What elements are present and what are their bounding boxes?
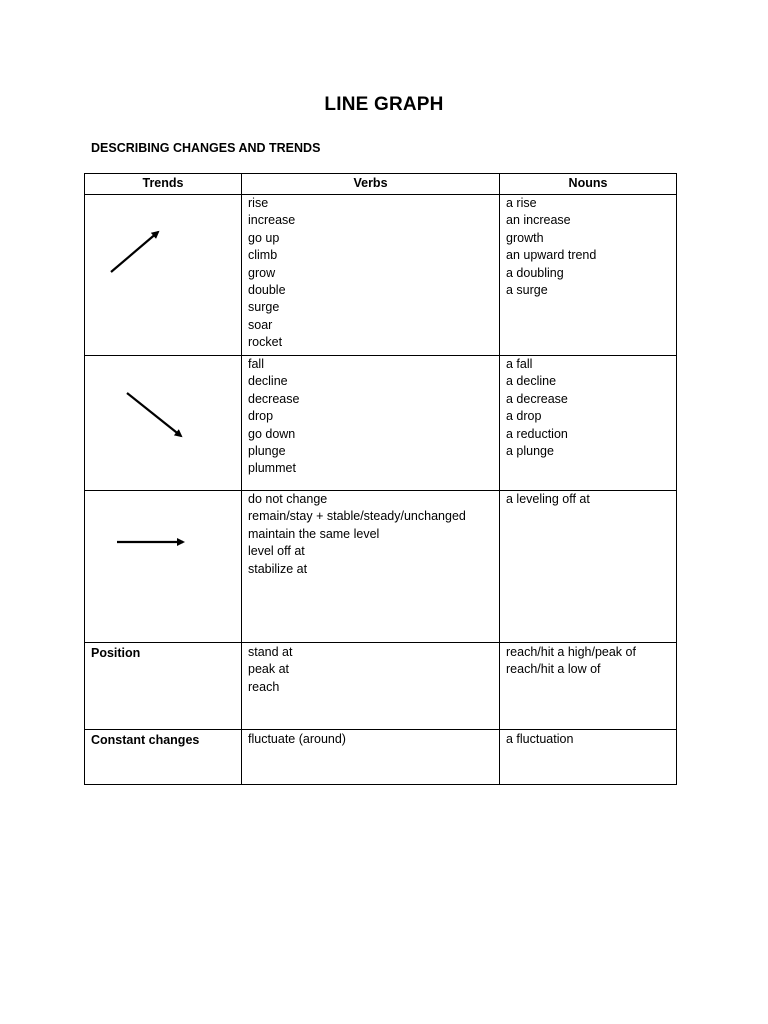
noun-item: a decline — [506, 374, 557, 389]
table-row — [85, 491, 677, 643]
trend-cell — [85, 195, 242, 356]
noun-item: reach/hit a high/peak of — [506, 645, 636, 659]
table-header-row — [85, 174, 677, 195]
arrow-up-right-icon — [85, 195, 242, 356]
verb-item: reach — [248, 679, 280, 694]
verb-item: go down — [248, 426, 296, 441]
verb-item: go up — [248, 230, 280, 245]
verbs-cell — [242, 491, 500, 643]
section-subtitle: DESCRIBING CHANGES AND TRENDS — [91, 141, 321, 155]
noun-item: a drop — [506, 409, 542, 424]
table-row — [85, 643, 677, 730]
verb-item: soar — [248, 317, 273, 332]
row-label-constant-changes: Constant changes — [85, 730, 242, 785]
verbs-cell — [242, 195, 500, 356]
verb-item: climb — [248, 248, 278, 263]
noun-item: growth — [506, 230, 544, 245]
verb-item: increase — [248, 213, 296, 228]
verb-item: do not change — [248, 492, 328, 506]
page-title: LINE GRAPH — [324, 94, 444, 115]
noun-item: a surge — [506, 283, 548, 298]
row-label-position: Position — [85, 643, 242, 730]
trends-vocabulary-table — [84, 173, 677, 785]
verb-item: grow — [248, 265, 276, 280]
trend-cell — [85, 491, 242, 643]
header-verbs: Verbs — [242, 174, 500, 195]
verb-item: remain/stay + stable/steady/unchanged — [248, 509, 466, 524]
verb-item: decrease — [248, 391, 300, 406]
verbs-cell — [242, 730, 500, 785]
noun-item: an increase — [506, 213, 571, 228]
noun-item: a leveling off at — [506, 492, 590, 506]
verb-item: plummet — [248, 461, 296, 476]
noun-item: reach/hit a low of — [506, 662, 601, 677]
arrow-right-icon — [85, 491, 242, 643]
nouns-cell — [500, 195, 677, 356]
table-row — [85, 730, 677, 785]
noun-item: a fall — [506, 357, 533, 371]
verb-item: stabilize at — [248, 561, 308, 576]
verb-item: decline — [248, 374, 288, 389]
verb-item: rocket — [248, 335, 283, 350]
noun-item: a decrease — [506, 391, 568, 406]
header-trends: Trends — [85, 174, 242, 195]
noun-item: an upward trend — [506, 248, 597, 263]
verb-item: maintain the same level — [248, 526, 380, 541]
verbs-cell — [242, 643, 500, 730]
verb-item: rise — [248, 196, 269, 210]
nouns-cell — [500, 356, 677, 491]
header-nouns: Nouns — [500, 174, 677, 195]
verb-item: surge — [248, 300, 280, 315]
verb-item: fall — [248, 357, 264, 371]
verb-item: fluctuate (around) — [248, 732, 346, 746]
noun-item: a fluctuation — [506, 732, 574, 746]
verb-item: double — [248, 283, 286, 298]
noun-item: a doubling — [506, 265, 564, 280]
noun-item: a reduction — [506, 426, 568, 441]
verb-item: stand at — [248, 645, 293, 659]
nouns-cell — [500, 730, 677, 785]
arrow-down-right-icon — [85, 356, 242, 491]
nouns-cell — [500, 643, 677, 730]
nouns-cell — [500, 491, 677, 643]
verbs-cell — [242, 356, 500, 491]
table-row — [85, 356, 677, 491]
table-row — [85, 195, 677, 356]
trend-cell — [85, 356, 242, 491]
verb-item: peak at — [248, 662, 290, 677]
verb-item: plunge — [248, 444, 286, 459]
noun-item: a plunge — [506, 444, 554, 459]
verb-item: level off at — [248, 544, 305, 559]
verb-item: drop — [248, 409, 274, 424]
noun-item: a rise — [506, 196, 537, 210]
